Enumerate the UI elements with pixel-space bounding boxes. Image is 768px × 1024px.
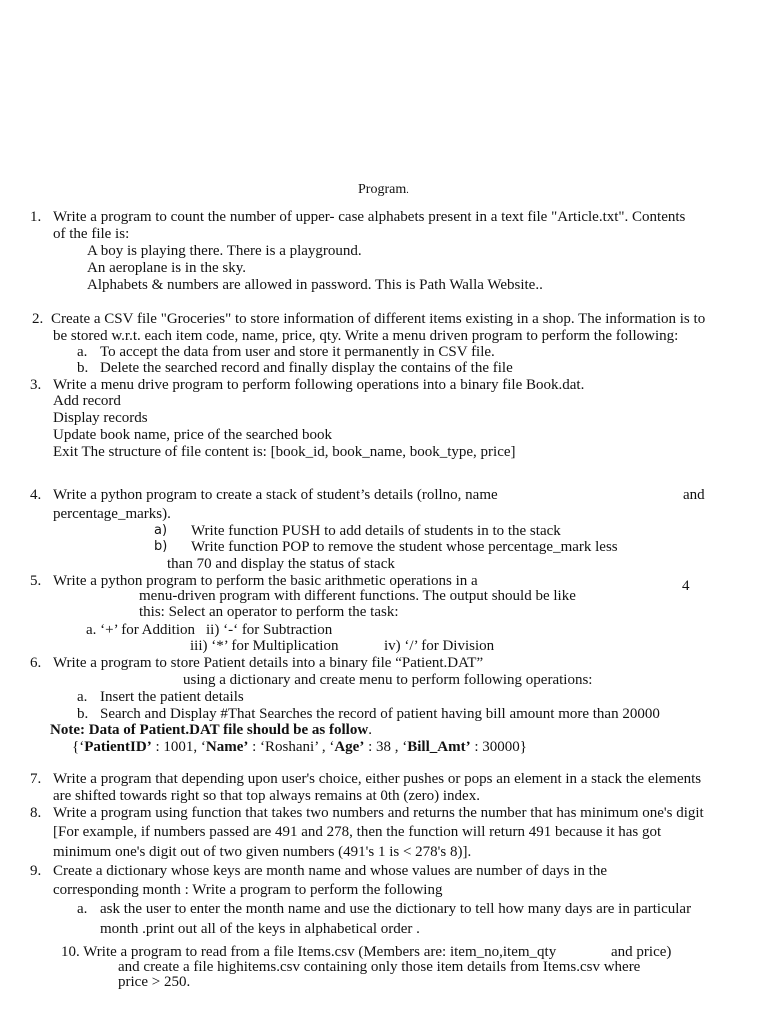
q2-item-b: Delete the searched record and finally display the contains of the file	[100, 360, 513, 376]
q2-line-2: be stored w.r.t. each item code, name, price, qty. Write a menu driven program to perform the following:	[53, 328, 679, 344]
q3-option-1: Add record	[53, 393, 121, 409]
q6-item-b: Search and Display #That Searches the record of patient having bill amount more than 20000	[100, 706, 660, 722]
title-dot: .	[406, 185, 409, 196]
q6-ex-key-bill: Bill_Amt’	[407, 739, 471, 755]
q5-option-1: a. ‘+’ for Addition	[86, 622, 195, 638]
q4-item-a-marker: a)	[154, 523, 168, 538]
q7-number: 7.	[30, 771, 42, 787]
q9-number: 9.	[30, 863, 42, 879]
q1-content-3: Alphabets & numbers are allowed in password. This is Path Walla Website..	[87, 277, 543, 293]
q5-line-1: Write a python program to perform the basic arithmetic operations in a	[53, 573, 478, 589]
q4-line-1-end: and	[683, 487, 705, 503]
q7-line-1: Write a program that depending upon user's choice, either pushes or pops an element in a stack the elements	[53, 771, 702, 787]
q5-line-3: this: Select an operator to perform the task:	[139, 604, 399, 620]
q2-item-a-marker: a.	[77, 344, 88, 360]
q6-note-dot: .	[368, 722, 372, 738]
q4-number: 4.	[30, 487, 42, 503]
title-text: Program	[358, 182, 407, 197]
q1-content-2: An aeroplane is in the sky.	[87, 260, 246, 276]
q7-line-2: are shifted towards right so that top always remains at 0th (zero) index.	[53, 788, 480, 804]
q4-item-b: Write function POP to remove the student whose percentage_mark less	[191, 539, 618, 555]
q9-item-a-cont: month .print out all of the keys in alphabetical order .	[100, 921, 420, 937]
q6-ex-value-patientid: : 1001, ‘	[151, 739, 206, 755]
q2-item-b-marker: b.	[77, 360, 89, 376]
q1-content-1: A boy is playing there. There is a playground.	[87, 243, 362, 259]
q10-line-1-end: and price)	[611, 944, 672, 960]
q6-note-text: Note: Data of Patient.DAT file should be as follow	[50, 722, 369, 738]
q6-ex-value-name: : ‘Roshani’ , ‘	[248, 739, 335, 755]
q10-line-2: and create a file highitems.csv containing only those item details from Items.csv where	[118, 959, 641, 975]
q6-ex-value-age: : 38 , ‘	[364, 739, 408, 755]
q6-example-record	[72, 739, 527, 755]
q6-line-2: using a dictionary and create menu to perform following operations:	[183, 672, 593, 688]
q6-line-1: Write a program to store Patient details into a binary file “Patient.DAT”	[53, 655, 484, 671]
q5-line-2: menu-driven program with different functions. The output should be like	[139, 588, 576, 604]
q1-line-2: of the file is:	[53, 226, 130, 242]
q6-ex-key-age: Age’	[334, 739, 365, 755]
q8-number: 8.	[30, 805, 42, 821]
q8-line-2: [For example, if numbers passed are 491 and 278, then the function will return 491 because it has got	[53, 824, 662, 840]
q5-number: 5.	[30, 573, 42, 589]
q4-item-b-cont: than 70 and display the status of stack	[167, 556, 395, 572]
q5-option-3: iii) ‘*’ for Multiplication	[190, 638, 339, 654]
q4-line-1: Write a python program to create a stack of student’s details (rollno, name	[53, 487, 498, 503]
q6-ex-open: {‘	[72, 739, 85, 755]
q6-item-a-marker: a.	[77, 689, 88, 705]
q6-ex-value-bill: : 30000}	[470, 739, 527, 755]
q3-line-1: Write a menu drive program to perform following operations into a binary file Book.dat.	[53, 377, 585, 393]
q2-line-1: Create a CSV file "Groceries" to store information of different items existing in a shop. The information is to	[51, 311, 706, 327]
q3-number: 3.	[30, 377, 42, 393]
q8-line-3: minimum one's digit out of two given numbers (491's 1 is < 278's 8)].	[53, 844, 472, 860]
q4-line-2: percentage_marks).	[53, 506, 171, 522]
q4-item-a: Write function PUSH to add details of students in to the stack	[191, 523, 561, 539]
q1-number: 1.	[30, 209, 42, 225]
q6-ex-key-patientid: PatientID’	[84, 739, 152, 755]
q6-ex-key-name: Name’	[205, 739, 249, 755]
q2-item-a: To accept the data from user and store it permanently in CSV file.	[100, 344, 495, 360]
q3-option-3: Update book name, price of the searched book	[53, 427, 333, 443]
q9-item-a-marker: a.	[77, 901, 88, 917]
q5-marks: 4	[682, 578, 690, 594]
q6-number: 6.	[30, 655, 42, 671]
q10-line-1: 10. Write a program to read from a file Items.csv (Members are: item_no,item_qty	[61, 944, 557, 960]
q10-line-3: price > 250.	[118, 974, 191, 990]
page-title	[358, 182, 409, 199]
q9-item-a: ask the user to enter the month name and use the dictionary to tell how many days are in particular	[100, 901, 692, 917]
q1-line-1: Write a program to count the number of upper- case alphabets present in a text file "Article.txt". Contents	[53, 209, 686, 225]
q6-item-a: Insert the patient details	[100, 689, 244, 705]
q3-option-4: Exit The structure of file content is: [book_id, book_name, book_type, price]	[53, 444, 516, 460]
q5-option-4: iv) ‘/’ for Division	[384, 638, 495, 654]
q9-line-1: Create a dictionary whose keys are month name and whose values are number of days in the	[53, 863, 607, 879]
q8-line-1: Write a program using function that takes two numbers and returns the number that has minimum one's digit	[53, 805, 704, 821]
q9-line-2: corresponding month : Write a program to perform the following	[53, 882, 443, 898]
q2-number: 2.	[32, 311, 44, 327]
q4-item-b-marker: b)	[154, 539, 168, 554]
q5-option-2: ii) ‘-‘ for Subtraction	[206, 622, 333, 638]
q6-item-b-marker: b.	[77, 706, 89, 722]
q3-option-2: Display records	[53, 410, 148, 426]
q6-note	[50, 722, 372, 738]
